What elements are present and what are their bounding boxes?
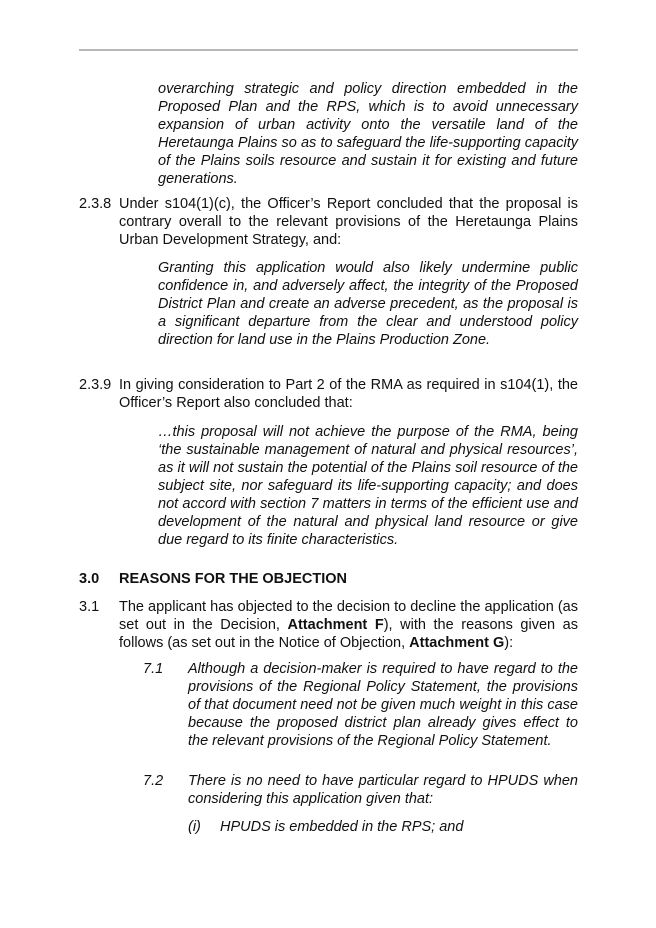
reason-number-7-1: 7.1 (143, 661, 164, 677)
para-number-3-1: 3.1 (79, 599, 100, 615)
quote-continuation: overarching strategic and policy direction embedded in the Proposed Plan and the RPS, which is to avoid unnecessary expansion of urban activity onto the versatile land of the Heretaunga Plains so as to safeguard the life-supporting capacity of the Plains soils resource and sustain it for existing and future generations. (158, 81, 578, 187)
para-2-3-9-body: In giving consideration to Part 2 of the RMA as required in s104(1), the Officer’s Report also concluded that: (119, 377, 578, 411)
para-3-1-text-a: The applicant has objected to the decision to decline the application (as set out in the Decision, (119, 599, 578, 633)
reason-7-2: There is no need to have particular regard to HPUDS when considering this application given that: (188, 773, 578, 807)
para-number-2-3-9: 2.3.9 (79, 377, 112, 393)
quote-2-3-8: Granting this application would also likely undermine public confidence in, and adversely affect, the integrity of the Proposed District Plan and create an adverse precedent, as the proposal is a significant departure from the clear and understood policy direction for land use in the Plains Production Zone. (158, 260, 578, 348)
quote-2-3-9: …this proposal will not achieve the purpose of the RMA, being ‘the sustainable management of natural and physical resources’, as it will not sustain the potential of the Plains soil resource of the subject site, nor safeguard its life-supporting capacity; and does not accord with section 7 matters in terms of the efficient use and development of the natural and physical land resource or give due regard to its finite characteristics. (158, 424, 578, 548)
subreason-i: HPUDS is embedded in the RPS; and (220, 819, 464, 835)
para-number-2-3-8: 2.3.8 (79, 196, 112, 212)
para-2-3-8-text (79, 195, 578, 249)
attachment-f: Attachment F (287, 617, 384, 633)
section-title: REASONS FOR THE OBJECTION (119, 571, 347, 587)
subreason-number-i: (i) (188, 819, 201, 835)
para-3-1-body (119, 598, 578, 652)
reason-7-1: Although a decision-maker is required to have regard to the provisions of the Regional Policy Statement, the provisions of that document need not be given much weight in this case because the proposed district plan already gives effect to the relevant provisions of the Regional Policy Statement. (188, 661, 578, 749)
para-2-3-8-body: Under s104(1)(c), the Officer’s Report concluded that the proposal is contrary overall to the relevant provisions of the Heretaunga Plains Urban Development Strategy, and: (119, 196, 578, 248)
reason-number-7-2: 7.2 (143, 773, 164, 789)
attachment-g: Attachment G (409, 635, 505, 651)
header-rule (79, 49, 578, 51)
para-3-1-text-b: ), with the reasons given as follows (as set out in the Notice of Objection, (119, 617, 578, 651)
para-3-1-text-c: ): (504, 635, 514, 651)
section-number: 3.0 (79, 571, 100, 587)
